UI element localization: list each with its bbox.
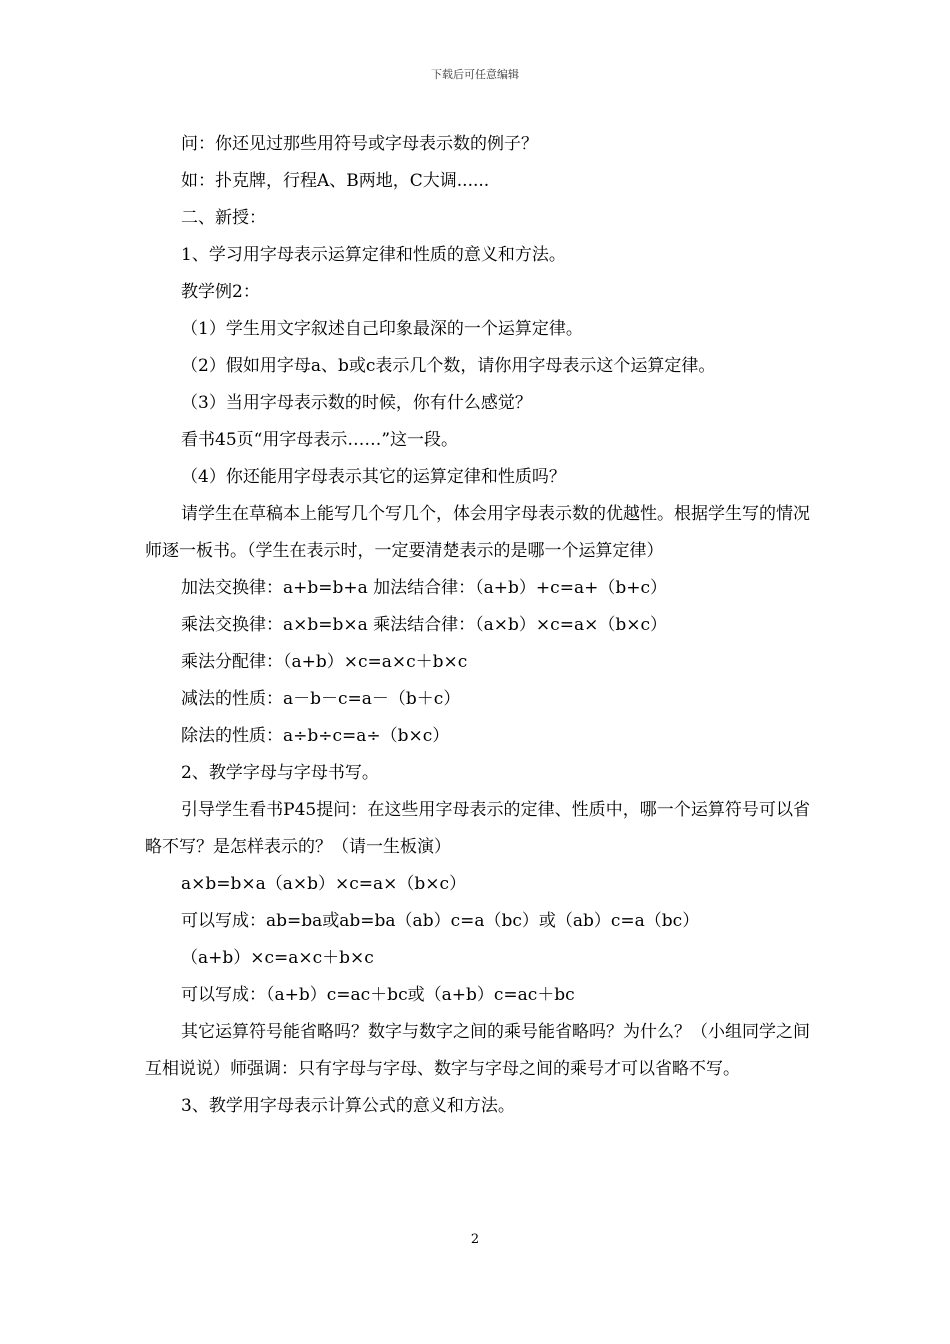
subsection-heading: 2、教学字母与字母书写。 (181, 763, 379, 783)
text-line: 教学例2： (181, 282, 260, 302)
list-item: （4）你还能用字母表示其它的运算定律和性质吗？ (181, 467, 566, 487)
law-line: 乘法分配律：（a+b）×c=a×c＋b×c (181, 652, 468, 672)
paragraph: 引导学生看书P45提问：在这些用字母表示的定律、性质中，哪一个运算符号可以省略不写？是怎样表示的？（请一生板演） (145, 800, 810, 857)
subsection-heading: 1、学习用字母表示运算定律和性质的意义和方法。 (181, 245, 566, 265)
page-number: 2 (470, 1232, 480, 1247)
text-line: 问：你还见过那些用符号或字母表示数的例子？ (181, 134, 538, 154)
paragraph: 其它运算符号能省略吗？数字与数字之间的乘号能省略吗？为什么？（小组同学之间互相说说）师强调：只有字母与字母、数字与字母之间的乘号才可以省略不写。 (145, 1022, 810, 1079)
formula-line: 可以写成：（a+b）c=ac＋bc或（a+b）c=ac＋bc (181, 985, 575, 1005)
formula-line: a×b=b×a（a×b）×c=a×（b×c） (181, 874, 467, 894)
text-line: 如：扑克牌，行程A、B两地，C大调...... (181, 171, 490, 191)
law-line: 减法的性质：a－b－c=a－（b＋c） (181, 689, 461, 709)
paragraph: 请学生在草稿本上能写几个写几个，体会用字母表示数的优越性。根据学生写的情况师逐一板书。（学生在表示时，一定要清楚表示的是哪一个运算定律） (145, 504, 810, 561)
text-line: 看书45页“用字母表示……”这一段。 (181, 430, 459, 450)
list-item: （3）当用字母表示数的时候，你有什么感觉？ (181, 393, 532, 413)
law-line: 除法的性质：a÷b÷c=a÷（b×c） (181, 726, 450, 746)
section-heading: 二、新授： (181, 208, 266, 228)
formula-line: 可以写成：ab=ba或ab=ba（ab）c=a（bc）或（ab）c=a（bc） (181, 911, 700, 931)
law-line: 加法交换律：a+b=b+a 加法结合律：（a+b）+c=a+（b+c） (181, 578, 667, 598)
law-line: 乘法交换律：a×b=b×a 乘法结合律：（a×b）×c=a×（b×c） (181, 615, 667, 635)
document-body (145, 126, 810, 1125)
formula-line: （a+b）×c=a×c＋b×c (181, 948, 374, 968)
page-header: 下载后可任意编辑 (431, 68, 519, 81)
subsection-heading: 3、教学用字母表示计算公式的意义和方法。 (181, 1096, 515, 1116)
list-item: （2）假如用字母a、b或c表示几个数，请你用字母表示这个运算定律。 (181, 356, 716, 376)
list-item: （1）学生用文字叙述自己印象最深的一个运算定律。 (181, 319, 583, 339)
